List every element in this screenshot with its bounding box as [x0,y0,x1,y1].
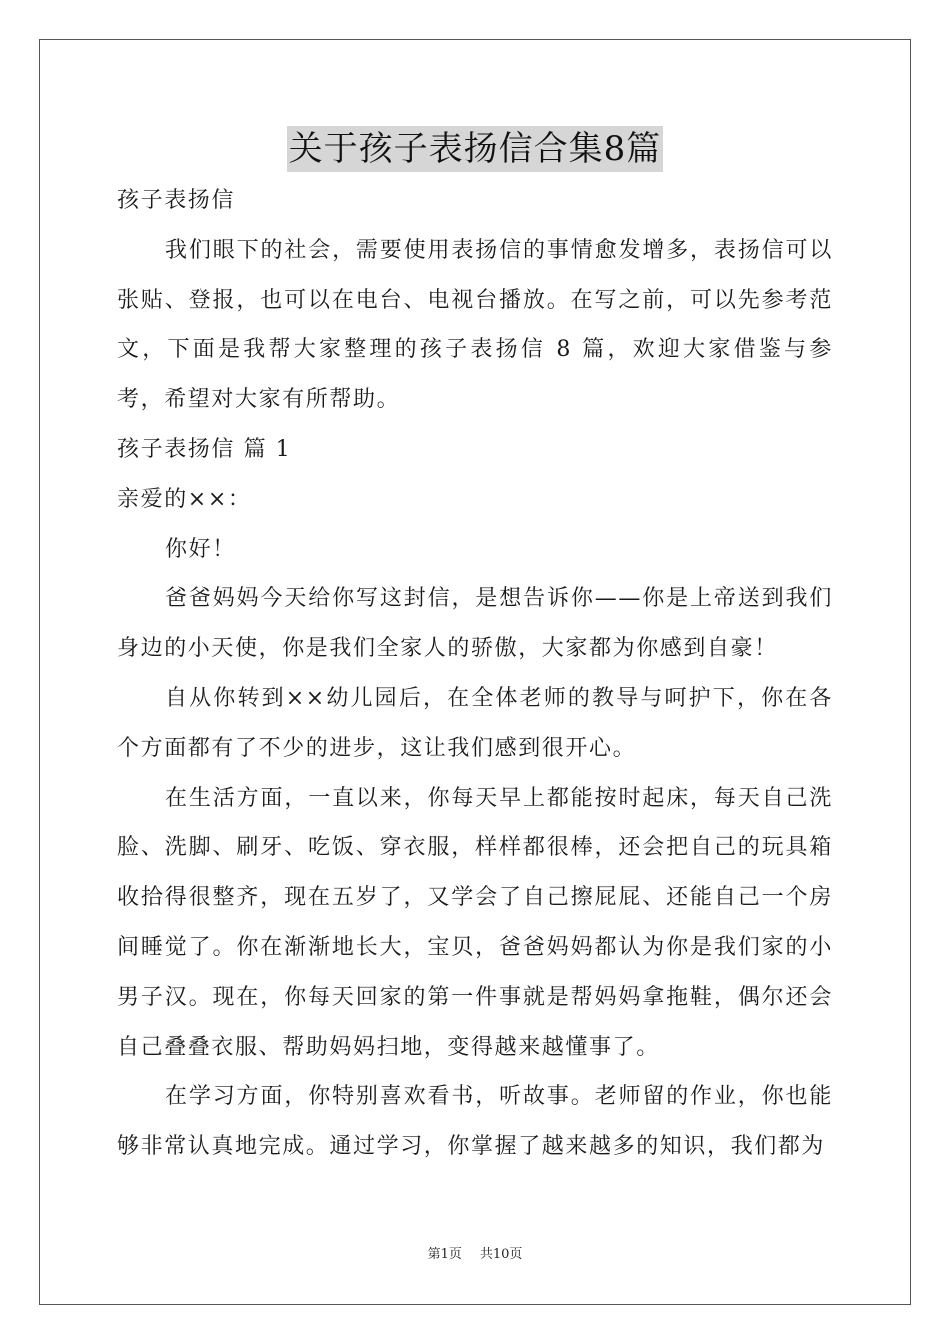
paragraph: 在生活方面，一直以来，你每天早上都能按时起床，每天自己洗脸、洗脚、刷牙、吃饭、穿衣服，样样都很棒，还会把自己的玩具箱收拾得很整齐，现在五岁了，又学会了自己擦屁屁、还能自己一个房间睡觉了。你在渐渐地长大，宝贝，爸爸妈妈都认为你是我们家的小男子汉。现在，你每天回家的第一件事就是帮妈妈拿拖鞋，偶尔还会自己叠叠衣服、帮助妈妈扫地，变得越来越懂事了。 [117,785,833,1060]
section-heading: 孩子表扬信 篇 1 [117,436,292,462]
page-footer [0,1246,950,1264]
page-total: 共10页 [479,1247,523,1262]
document-body [117,176,833,1172]
document-title: 关于孩子表扬信合集8篇 [287,126,664,172]
salutation: 亲爱的××： [117,486,252,512]
paragraph: 孩子表扬信 [117,188,236,213]
paragraph: 爸爸妈妈今天给你写这封信，是想告诉你——你是上帝送到我们身边的小天使，你是我们全家人的骄傲，大家都为你感到自豪！ [117,586,833,662]
paragraph: 在学习方面，你特别喜欢看书，听故事。老师留的作业，你也能够非常认真地完成。通过学习，你掌握了越来越多的知识，我们都为 [117,1084,833,1160]
paragraph: 自从你转到××幼儿园后，在全体老师的教导与呵护下，你在各个方面都有了不少的进步，这让我们感到很开心。 [117,685,833,761]
paragraph: 我们眼下的社会，需要使用表扬信的事情愈发增多，表扬信可以张贴、登报，也可以在电台、电视台播放。在写之前，可以先参考范文，下面是我帮大家整理的孩子表扬信 8 篇，欢迎大家借鉴与参考，希望对大家有所帮助。 [117,237,833,413]
title-container [0,126,950,172]
page-number: 第1页 [427,1247,462,1262]
greeting: 你好！ [165,536,236,562]
